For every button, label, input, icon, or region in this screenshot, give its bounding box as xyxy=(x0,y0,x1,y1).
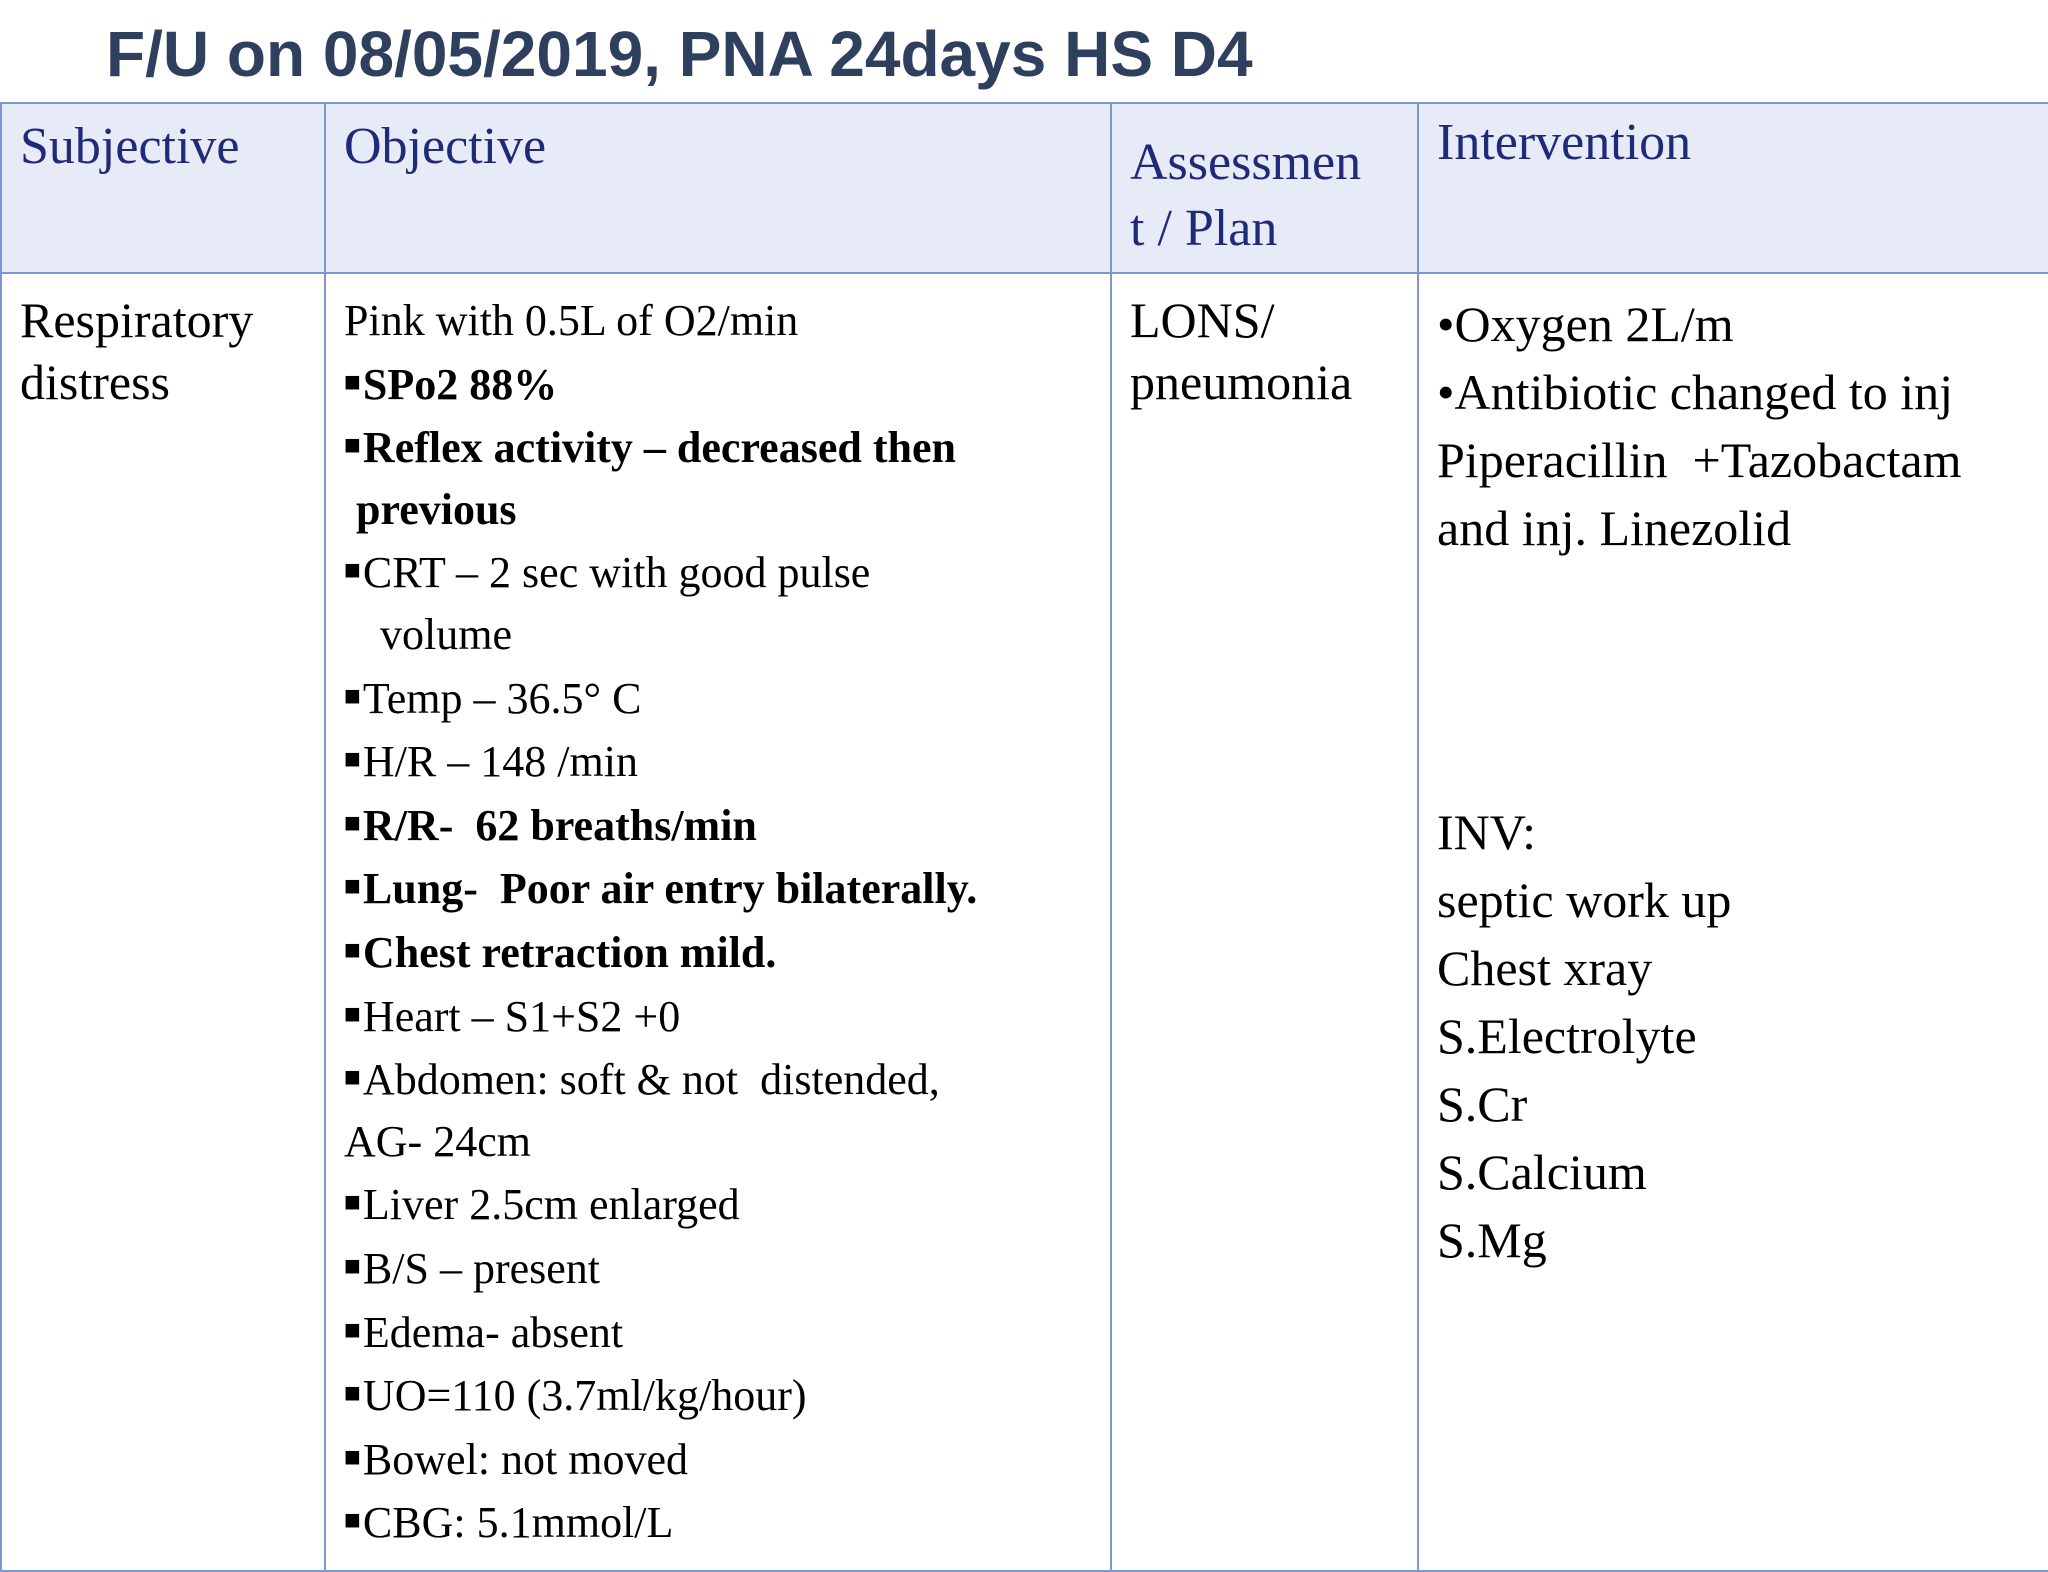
objective-line xyxy=(344,1047,1092,1111)
objective-cell xyxy=(325,273,1111,1571)
header-objective-label: Objective xyxy=(344,118,547,175)
objective-line xyxy=(344,1490,1092,1554)
assessment-line: LONS/ xyxy=(1130,292,1275,348)
objective-text: B/S – present xyxy=(362,1243,601,1293)
square-bullet-icon: ■ xyxy=(344,555,361,587)
objective-line xyxy=(344,1427,1092,1491)
inv-item: septic work up xyxy=(1437,872,1732,928)
objective-text: Reflex activity – decreased then xyxy=(362,423,956,473)
square-bullet-icon: ■ xyxy=(344,1378,361,1410)
square-bullet-icon: ■ xyxy=(344,430,361,462)
assessment-line: pneumonia xyxy=(1130,353,1353,410)
square-bullet-icon: ■ xyxy=(344,1062,361,1094)
objective-text: Edema- absent xyxy=(362,1307,624,1357)
square-bullet-icon: ■ xyxy=(344,1250,361,1282)
objective-line xyxy=(344,1111,1092,1173)
objective-line xyxy=(344,1363,1092,1427)
objective-text: SPo2 88% xyxy=(362,359,558,409)
inv-item: S.Cr xyxy=(1437,1076,1528,1132)
dot-bullet-icon: • xyxy=(1437,296,1455,352)
slide-title: F/U on 08/05/2019, PNA 24days HS D4 xyxy=(106,18,1253,90)
objective-text: UO=110 (3.7ml/kg/hour) xyxy=(362,1371,807,1421)
square-bullet-icon: ■ xyxy=(344,680,361,712)
square-bullet-icon: ■ xyxy=(344,744,361,776)
objective-line xyxy=(344,540,1092,604)
objective-line xyxy=(344,984,1092,1048)
square-bullet-icon: ■ xyxy=(344,934,361,966)
header-objective xyxy=(325,103,1111,273)
content-row xyxy=(1,273,2048,1571)
subjective-cell xyxy=(1,273,325,1571)
objective-text: previous xyxy=(356,484,517,534)
header-assessment-line: t / Plan xyxy=(1130,200,1278,257)
spacer xyxy=(1437,562,2030,798)
square-bullet-icon: ■ xyxy=(344,1187,361,1219)
objective-text: Heart – S1+S2 +0 xyxy=(362,991,681,1041)
objective-text: CBG: 5.1mmol/L xyxy=(362,1498,674,1548)
square-bullet-icon: ■ xyxy=(344,807,361,839)
objective-text: AG- 24cm xyxy=(344,1116,531,1166)
objective-text: Chest retraction mild. xyxy=(362,927,777,977)
objective-line xyxy=(344,920,1092,984)
objective-text: R/R- 62 breaths/min xyxy=(362,800,757,850)
square-bullet-icon: ■ xyxy=(344,871,361,903)
intervention-line xyxy=(1437,290,2030,358)
objective-line xyxy=(344,1172,1092,1236)
objective-text: Liver 2.5cm enlarged xyxy=(362,1180,740,1230)
inv-item: Chest xray xyxy=(1437,940,1653,996)
header-assessment xyxy=(1111,103,1418,273)
objective-line xyxy=(344,1300,1092,1364)
soap-table xyxy=(0,102,2048,1572)
objective-line xyxy=(344,352,1092,416)
dot-bullet-icon: • xyxy=(1437,364,1455,420)
objective-line xyxy=(344,793,1092,857)
subjective-line: distress xyxy=(20,353,170,410)
intervention-text: Piperacillin +Tazobactam xyxy=(1437,432,1962,488)
objective-line xyxy=(344,415,1092,479)
intervention-text: Antibiotic changed to inj xyxy=(1454,364,1954,420)
inv-label: INV: xyxy=(1437,804,1537,860)
objective-text: Pink with 0.5L of O2/min xyxy=(344,296,799,345)
objective-line xyxy=(344,290,1092,352)
intervention-text: and inj. Linezolid xyxy=(1437,500,1792,556)
subjective-line: Respiratory xyxy=(20,292,254,348)
objective-text: Lung- Poor air entry bilaterally. xyxy=(362,864,978,914)
objective-line xyxy=(344,479,1092,541)
square-bullet-icon: ■ xyxy=(344,1441,361,1473)
inv-item: S.Mg xyxy=(1437,1212,1547,1268)
header-intervention xyxy=(1418,103,2048,273)
objective-text: volume xyxy=(380,609,512,659)
objective-line xyxy=(344,856,1092,920)
header-assessment-line: Assessmen xyxy=(1130,134,1362,191)
intervention-line xyxy=(1437,426,2030,494)
objective-text: H/R – 148 /min xyxy=(362,737,638,787)
objective-text: Temp – 36.5° C xyxy=(362,673,642,723)
header-subjective xyxy=(1,103,325,273)
header-subjective-label: Subjective xyxy=(20,118,240,175)
intervention-line xyxy=(1437,358,2030,426)
intervention-cell xyxy=(1418,273,2048,1571)
objective-text: Abdomen: soft & not distended, xyxy=(362,1055,940,1105)
assessment-cell xyxy=(1111,273,1418,1571)
inv-item: S.Calcium xyxy=(1437,1144,1647,1200)
header-intervention-label: Intervention xyxy=(1437,114,1692,171)
objective-text: Bowel: not moved xyxy=(362,1434,689,1484)
square-bullet-icon: ■ xyxy=(344,998,361,1030)
objective-line xyxy=(344,729,1092,793)
objective-line xyxy=(344,666,1092,730)
objective-text: CRT – 2 sec with good pulse xyxy=(362,548,871,598)
intervention-text: Oxygen 2L/m xyxy=(1454,296,1734,352)
intervention-line xyxy=(1437,494,2030,562)
inv-item: S.Electrolyte xyxy=(1437,1008,1697,1064)
square-bullet-icon: ■ xyxy=(344,1505,361,1537)
objective-line xyxy=(344,1236,1092,1300)
objective-line xyxy=(344,604,1092,666)
square-bullet-icon: ■ xyxy=(344,1314,361,1346)
header-row xyxy=(1,103,2048,273)
square-bullet-icon: ■ xyxy=(344,366,361,398)
